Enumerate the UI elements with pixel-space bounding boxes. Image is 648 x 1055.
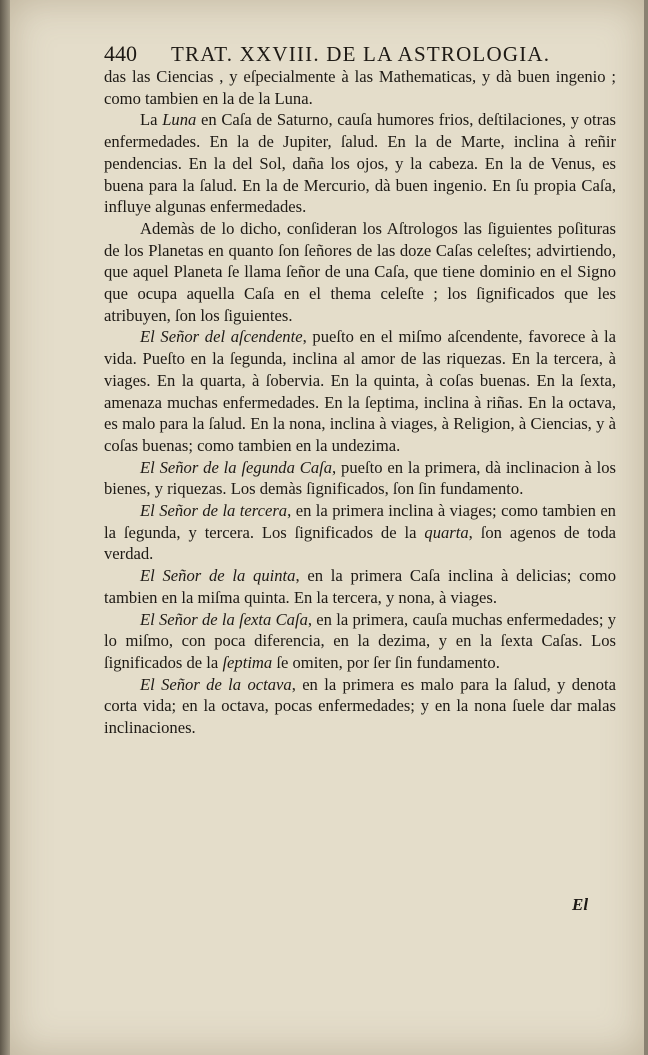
paragraph-segment: El Señor de la ſexta Caſa <box>140 609 308 629</box>
paragraph-segment: El Señor de la octava <box>140 674 292 694</box>
paragraph-segment: , pueſto en la primera, dà inclinacion à los bienes, y riquezas. Los demàs ſignificados, ſon ſin fundamento. <box>104 457 616 499</box>
paragraph-segment: ſe omiten, por ſer ſin fundamento. <box>272 652 500 672</box>
paragraph-segment: El Señor de la tercera <box>140 501 288 521</box>
page-text <box>104 40 616 739</box>
paragraph-segment: ſeptima <box>222 652 273 672</box>
paragraph-segment: Ademàs de lo dicho, conſideran los Aſtrologos las ſiguientes poſituras de los Planetas en quanto ſon ſeñores de las doze Caſas celeſtes; advirtiendo, que aquel Planeta ſe llama ſeñor de una Caſa, que tiene dominio en el Signo que ocupa aquella Caſa en el thema celeſte ; los ſignificados que les atribuyen, ſon los ſiguientes. <box>104 218 616 325</box>
body-paragraphs <box>104 66 616 739</box>
paragraph-p6 <box>104 500 616 565</box>
paragraph-p3 <box>104 218 616 327</box>
paragraph-segment: La <box>140 110 163 130</box>
paragraph-segment: quarta <box>424 522 469 542</box>
paragraph-p4 <box>104 326 616 456</box>
paragraph-segment: Luna <box>162 110 197 130</box>
paragraph-segment: El Señor de la quinta <box>140 566 296 586</box>
running-title: TRAT. XXVIII. DE LA ASTROLOGIA. <box>171 42 551 66</box>
page-number: 440 <box>104 41 137 66</box>
page-edge <box>0 0 10 1055</box>
paragraph-segment: , en la primera inclina à viages; como tambien en la ſegunda, y tercera. Los ſignificados de la <box>104 501 616 542</box>
running-header <box>104 40 616 68</box>
paragraph-p2 <box>104 109 616 218</box>
paragraph-segment: El Señor del aſcendente <box>140 327 303 347</box>
paragraph-segment: , en la primera, cauſa muchas enfermedades; y lo miſmo, con poca diferencia, en la dezima, y en la ſexta Caſas. Los ſignificados de la <box>104 609 616 672</box>
paragraph-segment: , pueſto en el miſmo aſcendente, favorece à la vida. Pueſto en la ſegunda, inclina al amor de las riquezas. En la tercera, à viages. En la quarta, à ſobervia. En la quinta, à coſas buenas. En la ſexta, amenaza muchas enfermedades. En la ſeptima, inclina à riñas. En la octava, es malo para la ſalud. En la nona, inclina à viages, à Religion, à Ciencias, y à coſas buenas; como tambien en la undezima. <box>104 327 616 455</box>
paragraph-p7 <box>104 565 616 608</box>
catchword: El <box>572 895 589 914</box>
paragraph-p8 <box>104 609 616 674</box>
paragraph-segment: El Señor de la ſegunda Caſa <box>140 457 333 477</box>
paragraph-segment: , en la primera es malo para la ſalud, y denota corta vida; en la octava, pocas enfermedades; y en la nona ſuele dar malas inclinaciones. <box>104 674 616 738</box>
paragraph-segment: , ſon agenos de toda verdad. <box>104 522 616 564</box>
paragraph-segment: das las Ciencias , y eſpecialmente à las Mathematicas, y dà buen ingenio ; como tambien en la de la Luna. <box>104 67 616 108</box>
paragraph-p5 <box>104 457 616 500</box>
paragraph-segment: , en la primera Caſa inclina à delicias; como tambien en la miſma quinta. En la tercera, y nona, à viages. <box>104 566 616 607</box>
paragraph-p1 <box>104 66 616 109</box>
paragraph-segment: en Caſa de Saturno, cauſa humores frios, deſtilaciones, y otras enfermedades. En la de Jupiter, ſalud. En la de Marte, inclina à reñir pendencias. En la del Sol, daña los ojos, y la cabeza. En la de Venus, es buena para la ſalud. En la de Mercurio, dà buen ingenio. En ſu propia Caſa, influye algunas enfermedades. <box>104 110 617 217</box>
paragraph-p9 <box>104 674 616 739</box>
